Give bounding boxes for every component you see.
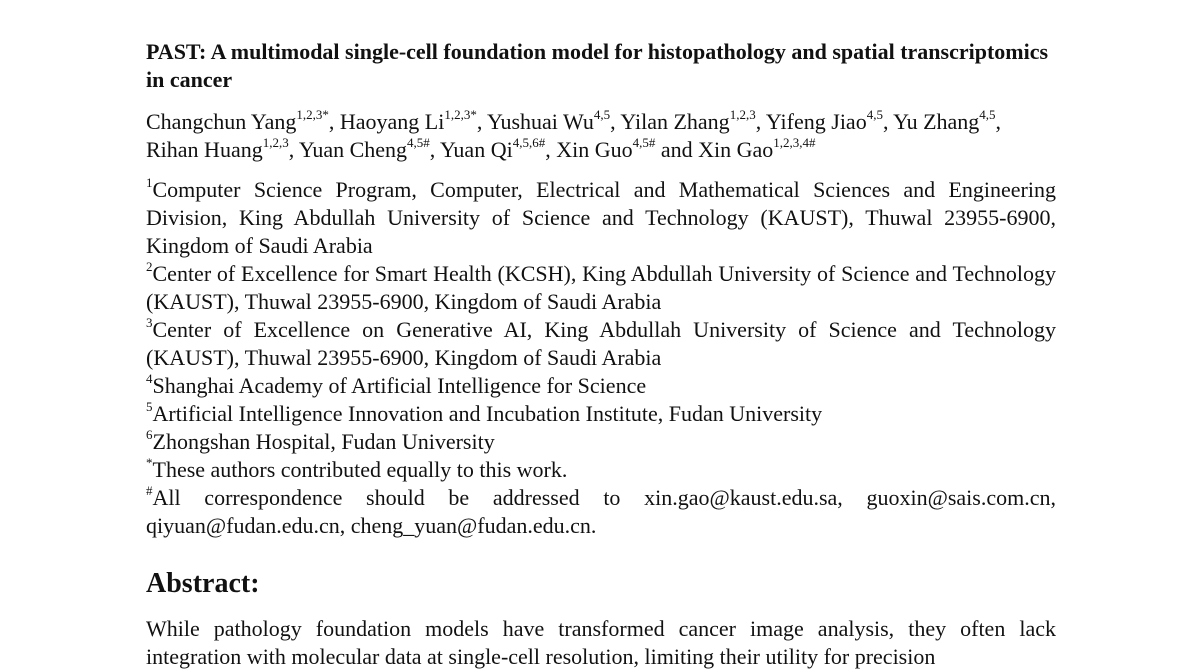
author-affiliation-marks: 4,5# <box>407 134 430 150</box>
author-name: Rihan Huang <box>146 137 263 162</box>
affiliation-item <box>146 260 1056 316</box>
author-separator: , <box>288 137 299 162</box>
affiliation-item <box>146 316 1056 372</box>
author <box>487 106 611 134</box>
author-separator: , <box>429 137 440 162</box>
affiliation-mark: 1 <box>146 174 153 190</box>
author <box>556 134 656 162</box>
affiliation-text: Center of Excellence on Generative AI, King Abdullah University of Science and Technology (KAUST), Thuwal 23955-6900, Kingdom of Saudi Arabia <box>146 317 1056 370</box>
author-separator: , <box>882 109 894 134</box>
affiliation-item <box>146 400 1056 428</box>
author-list <box>146 108 1056 164</box>
affiliation-text: These authors contributed equally to this work. <box>152 457 568 482</box>
affiliation-text: Computer Science Program, Computer, Electrical and Mathematical Sciences and Engineering Division, King Abdullah University of Science and Technology (KAUST), Thuwal 23955-6900, Kingdom of Saudi Arabia <box>146 177 1056 258</box>
author-separator: , <box>755 109 766 134</box>
affiliation-text: All correspondence should be addressed to xin.gao@kaust.edu.sa, guoxin@sais.com.cn, qiyuan@fudan.edu.cn, cheng_yuan@fudan.edu.cn. <box>146 485 1056 538</box>
affiliation-mark: 4 <box>146 370 153 386</box>
author-name: Yilan Zhang <box>620 109 730 134</box>
author <box>765 106 883 134</box>
paper-page <box>146 38 1056 671</box>
affiliation-text: Shanghai Academy of Artificial Intelligence for Science <box>152 373 647 398</box>
author-name: Yifeng Jiao <box>765 109 867 134</box>
affiliation-mark: 3 <box>146 314 153 330</box>
author <box>339 106 477 134</box>
author <box>620 106 756 134</box>
affiliation-mark: # <box>146 482 153 498</box>
author <box>298 134 430 162</box>
author-name: Xin Gao <box>698 137 774 162</box>
affiliation-mark: * <box>146 454 153 470</box>
author-name: Yu Zhang <box>893 109 980 134</box>
author-name: Yuan Qi <box>439 137 513 162</box>
author-affiliation-marks: 4,5 <box>593 106 611 122</box>
affiliation-mark: 6 <box>146 426 153 442</box>
author-name: Yushuai Wu <box>487 109 594 134</box>
author-affiliation-marks: 4,5,6# <box>512 134 546 150</box>
affiliation-list <box>146 176 1056 540</box>
author-name: Yuan Cheng <box>298 137 408 162</box>
affiliation-item <box>146 484 1056 540</box>
author-separator: , <box>995 109 1002 134</box>
author-affiliation-marks: 4,5# <box>632 134 656 150</box>
affiliation-text: Center of Excellence for Smart Health (KCSH), King Abdullah University of Science and Technology (KAUST), Thuwal 23955-6900, Kingdom of Saudi Arabia <box>146 261 1056 314</box>
author-affiliation-marks: 1,2,3 <box>262 134 289 150</box>
author <box>698 134 816 162</box>
abstract-heading: Abstract: <box>146 568 260 599</box>
author-name: Haoyang Li <box>339 109 445 134</box>
affiliation-mark: 5 <box>146 398 153 414</box>
author <box>146 106 329 134</box>
author-affiliation-marks: 1,2,3* <box>296 106 329 122</box>
author-separator: , <box>545 137 557 162</box>
author <box>439 134 546 162</box>
author-affiliation-marks: 4,5 <box>866 106 883 122</box>
affiliation-item <box>146 456 1056 484</box>
author-name: Xin Guo <box>556 137 633 162</box>
author-separator: , <box>328 109 340 134</box>
author <box>146 134 289 162</box>
author-affiliation-marks: 1,2,3,4# <box>773 134 816 150</box>
affiliation-mark: 2 <box>146 258 153 274</box>
affiliation-item <box>146 176 1056 260</box>
author-separator: , <box>476 109 487 134</box>
affiliation-item <box>146 428 1056 456</box>
author-name: Changchun Yang <box>146 109 297 134</box>
paper-title: PAST: A multimodal single-cell foundation model for histopathology and spatial transcriptomics in cancer <box>146 39 1049 92</box>
author <box>893 106 996 134</box>
author-affiliation-marks: 1,2,3* <box>444 106 477 122</box>
affiliation-text: Artificial Intelligence Innovation and Incubation Institute, Fudan University <box>152 401 823 426</box>
author-separator: , <box>610 109 621 134</box>
affiliation-item <box>146 372 1056 400</box>
author-affiliation-marks: 1,2,3 <box>729 106 756 122</box>
author-separator: and <box>655 137 699 162</box>
abstract-text: While pathology foundation models have transformed cancer image analysis, they often lack integration with molecular data at single-cell resolution, limiting their utility for precision <box>146 616 1056 669</box>
author-affiliation-marks: 4,5 <box>979 106 996 122</box>
affiliation-text: Zhongshan Hospital, Fudan University <box>152 429 495 454</box>
